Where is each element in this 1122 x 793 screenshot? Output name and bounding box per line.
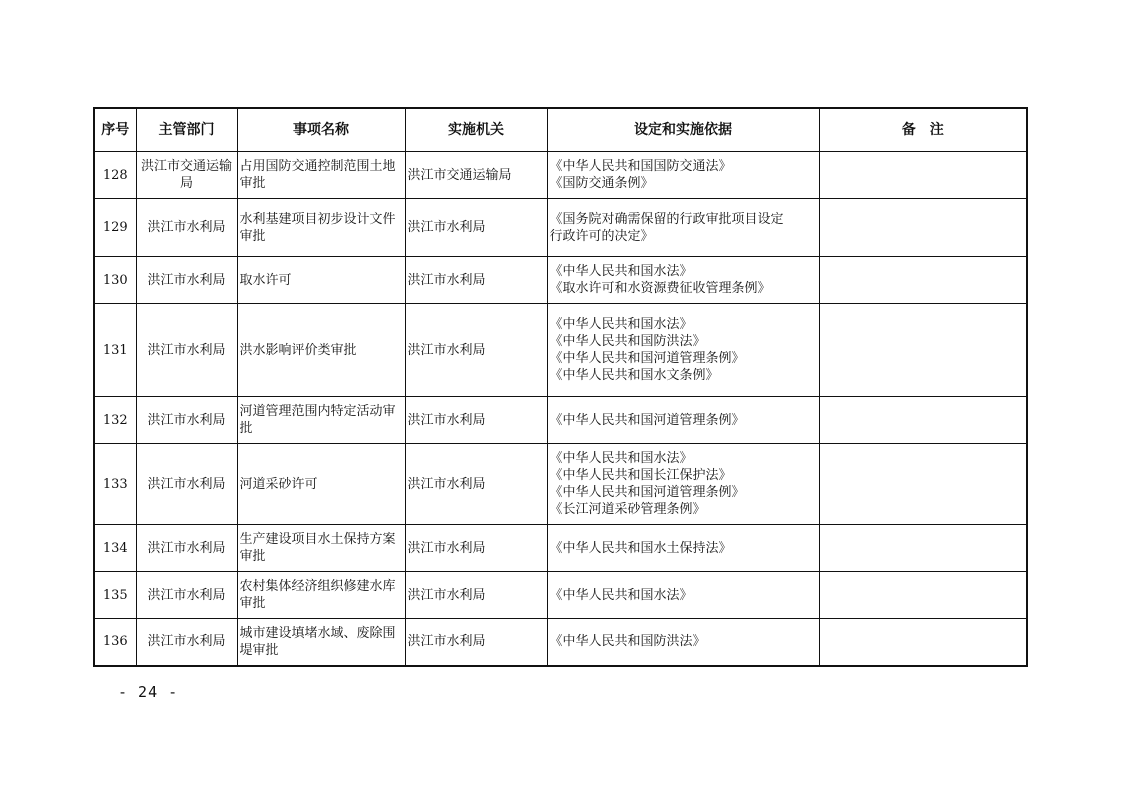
implementing-org-cell: 洪江市水利局 (405, 397, 547, 444)
item-name-cell: 取水许可 (237, 257, 405, 304)
table-header-row (94, 108, 1027, 152)
department-cell: 洪江市水利局 (136, 257, 237, 304)
remark-cell (819, 257, 1027, 304)
implementing-org-cell: 洪江市水利局 (405, 304, 547, 397)
table-row (94, 572, 1027, 619)
row-number: 135 (94, 572, 136, 619)
legal-basis-cell (547, 572, 819, 619)
legal-basis-cell (547, 304, 819, 397)
legal-basis-cell (547, 199, 819, 257)
legal-basis-line: 行政许可的决定》 (549, 228, 654, 244)
table-row (94, 397, 1027, 444)
implementing-org-cell: 洪江市水利局 (405, 619, 547, 666)
legal-basis-line: 《中华人民共和国防洪法》 (549, 634, 706, 650)
legal-basis-line: 《中华人民共和国水文条例》 (549, 368, 719, 383)
row-number: 133 (94, 444, 136, 525)
legal-basis-cell (547, 525, 819, 572)
remark-cell (819, 304, 1027, 397)
remark-cell (819, 525, 1027, 572)
department-cell: 洪江市水利局 (136, 199, 237, 257)
legal-basis-cell (547, 257, 819, 304)
item-name-cell: 洪水影响评价类审批 (237, 304, 405, 397)
row-number: 131 (94, 304, 136, 397)
legal-basis-line: 《中华人民共和国水法》 (549, 264, 693, 279)
implementing-org-cell: 洪江市交通运输局 (405, 152, 547, 199)
legal-basis-cell (547, 444, 819, 525)
row-number: 132 (94, 397, 136, 444)
legal-basis-line: 《中华人民共和国水法》 (549, 317, 693, 332)
implementing-org-cell: 洪江市水利局 (405, 525, 547, 572)
remark-cell (819, 444, 1027, 525)
row-number: 130 (94, 257, 136, 304)
legal-basis-cell (547, 152, 819, 199)
department-cell: 洪江市水利局 (136, 572, 237, 619)
legal-basis-line: 《中华人民共和国水法》 (549, 587, 693, 603)
department-cell: 洪江市水利局 (136, 397, 237, 444)
item-name-cell: 河道采砂许可 (237, 444, 405, 525)
table-row (94, 257, 1027, 304)
table-row (94, 444, 1027, 525)
table-row (94, 152, 1027, 199)
table-body (94, 152, 1027, 666)
legal-basis-cell (547, 397, 819, 444)
header-org: 实施机关 (405, 108, 547, 152)
approval-items-table (93, 107, 1028, 667)
item-name-cell: 农村集体经济组织修建水库审批 (237, 572, 405, 619)
row-number: 128 (94, 152, 136, 199)
header-dept: 主管部门 (136, 108, 237, 152)
row-number: 129 (94, 199, 136, 257)
remark-cell (819, 397, 1027, 444)
header-item: 事项名称 (237, 108, 405, 152)
remark-cell (819, 619, 1027, 666)
page-number: - 24 - (118, 683, 179, 701)
header-remark: 备 注 (819, 108, 1027, 152)
item-name-cell: 生产建设项目水土保持方案审批 (237, 525, 405, 572)
implementing-org-cell: 洪江市水利局 (405, 257, 547, 304)
header-no: 序号 (94, 108, 136, 152)
legal-basis-cell (547, 619, 819, 666)
table-row (94, 304, 1027, 397)
legal-basis-line: 《国务院对确需保留的行政审批项目设定 (549, 211, 784, 227)
legal-basis-line: 《国防交通条例》 (549, 176, 654, 191)
remark-cell (819, 572, 1027, 619)
legal-basis-line: 《中华人民共和国河道管理条例》 (549, 351, 745, 366)
remark-cell (819, 199, 1027, 257)
legal-basis-line: 《中华人民共和国河道管理条例》 (549, 485, 745, 500)
implementing-org-cell: 洪江市水利局 (405, 444, 547, 525)
legal-basis-line: 《取水许可和水资源费征收管理条例》 (549, 281, 771, 296)
item-name-cell: 水利基建项目初步设计文件审批 (237, 199, 405, 257)
item-name-cell: 城市建设填堵水域、废除围堤审批 (237, 619, 405, 666)
legal-basis-line: 《中华人民共和国水法》 (549, 451, 693, 466)
department-cell: 洪江市交通运输局 (136, 152, 237, 199)
item-name-cell: 河道管理范围内特定活动审批 (237, 397, 405, 444)
header-basis: 设定和实施依据 (547, 108, 819, 152)
table-row (94, 525, 1027, 572)
implementing-org-cell: 洪江市水利局 (405, 572, 547, 619)
table-row (94, 619, 1027, 666)
department-cell: 洪江市水利局 (136, 619, 237, 666)
table-row (94, 199, 1027, 257)
implementing-org-cell: 洪江市水利局 (405, 199, 547, 257)
legal-basis-line: 《长江河道采砂管理条例》 (549, 502, 706, 517)
department-cell: 洪江市水利局 (136, 304, 237, 397)
legal-basis-line: 《中华人民共和国国防交通法》 (549, 159, 732, 174)
item-name-cell: 占用国防交通控制范围土地审批 (237, 152, 405, 199)
legal-basis-line: 《中华人民共和国防洪法》 (549, 334, 706, 349)
legal-basis-line: 《中华人民共和国水土保持法》 (549, 540, 732, 556)
legal-basis-line: 《中华人民共和国河道管理条例》 (549, 412, 745, 428)
row-number: 136 (94, 619, 136, 666)
remark-cell (819, 152, 1027, 199)
department-cell: 洪江市水利局 (136, 525, 237, 572)
department-cell: 洪江市水利局 (136, 444, 237, 525)
row-number: 134 (94, 525, 136, 572)
legal-basis-line: 《中华人民共和国长江保护法》 (549, 468, 732, 483)
